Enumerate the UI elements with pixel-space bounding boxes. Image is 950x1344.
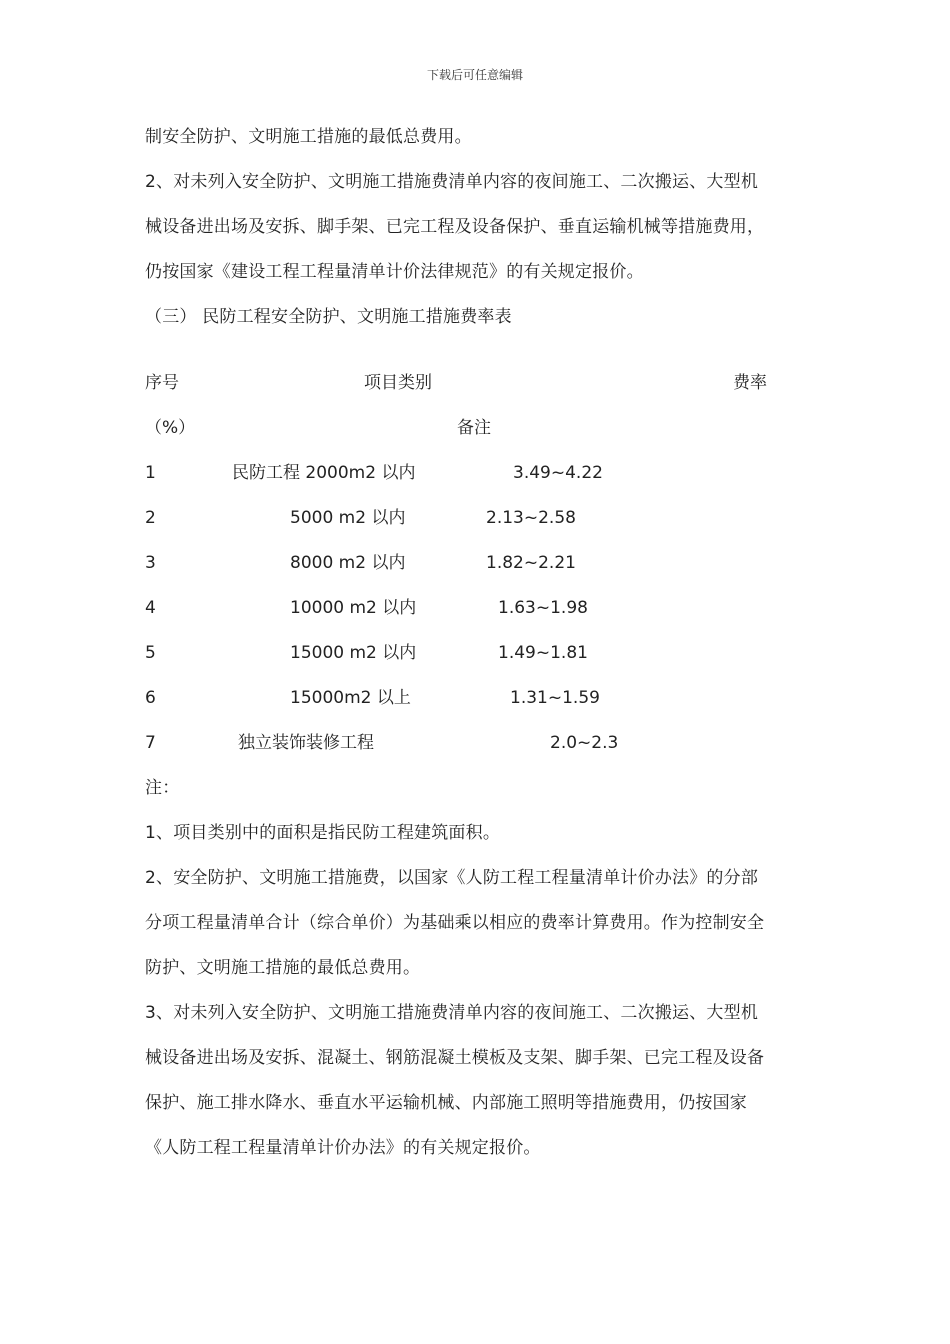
note-line: 2、安全防护、文明施工措施费，以国家《人防工程工程量清单计价办法》的分部	[145, 868, 759, 888]
table-header-category: 项目类别	[364, 373, 432, 393]
paragraph-line: 械设备进出场及安拆、脚手架、已完工程及设备保护、垂直运输机械等措施费用，	[145, 217, 765, 237]
table-row-category: 独立装饰装修工程	[238, 733, 374, 753]
table-row-seq: 4	[145, 598, 156, 618]
table-row-seq: 5	[145, 643, 156, 663]
note-line: 分项工程量清单合计（综合单价）为基础乘以相应的费率计算费用。作为控制安全	[145, 913, 765, 933]
paragraph-line: 2、对未列入安全防护、文明施工措施费清单内容的夜间施工、二次搬运、大型机	[145, 172, 759, 192]
table-row-rate: 2.0~2.3	[550, 733, 619, 753]
table-row-rate: 1.31~1.59	[510, 688, 600, 708]
table-header-remark: 备注	[457, 418, 491, 438]
note-line: 《人防工程工程量清单计价办法》的有关规定报价。	[145, 1138, 541, 1158]
paragraph-line: 仍按国家《建设工程工程量清单计价法律规范》的有关规定报价。	[145, 262, 644, 282]
table-row-rate: 1.49~1.81	[498, 643, 588, 663]
table-row-seq: 2	[145, 508, 156, 528]
table-row-category: 15000 m2 以内	[290, 643, 417, 663]
table-header-seq: 序号	[145, 373, 179, 393]
table-row-category: 5000 m2 以内	[290, 508, 406, 528]
note-line: 1、项目类别中的面积是指民防工程建筑面积。	[145, 823, 501, 843]
table-row-seq: 7	[145, 733, 156, 753]
paragraph-line: 制安全防护、文明施工措施的最低总费用。	[145, 127, 472, 147]
table-row-category: 民防工程 2000m2 以内	[232, 463, 416, 483]
note-line: 保护、施工排水降水、垂直水平运输机械、内部施工照明等措施费用，仍按国家	[145, 1093, 747, 1113]
table-row-rate: 3.49~4.22	[513, 463, 603, 483]
table-row-category: 15000m2 以上	[290, 688, 411, 708]
table-header-rate: 费率	[733, 373, 767, 393]
table-row-seq: 1	[145, 463, 156, 483]
table-row-rate: 1.63~1.98	[498, 598, 588, 618]
table-row-seq: 3	[145, 553, 156, 573]
table-row-category: 10000 m2 以内	[290, 598, 417, 618]
table-header-percent: （%）	[145, 418, 196, 438]
note-heading: 注：	[145, 778, 180, 798]
note-line: 械设备进出场及安拆、混凝土、钢筋混凝土模板及支架、脚手架、已完工程及设备	[145, 1048, 765, 1068]
table-row-category: 8000 m2 以内	[290, 553, 406, 573]
note-line: 3、对未列入安全防护、文明施工措施费清单内容的夜间施工、二次搬运、大型机	[145, 1003, 759, 1023]
table-row-seq: 6	[145, 688, 156, 708]
note-line: 防护、文明施工措施的最低总费用。	[145, 958, 421, 978]
table-row-rate: 1.82~2.21	[486, 553, 576, 573]
page-header: 下载后可任意编辑	[426, 68, 523, 82]
section-title: （三） 民防工程安全防护、文明施工措施费率表	[145, 307, 512, 327]
table-row-rate: 2.13~2.58	[486, 508, 576, 528]
